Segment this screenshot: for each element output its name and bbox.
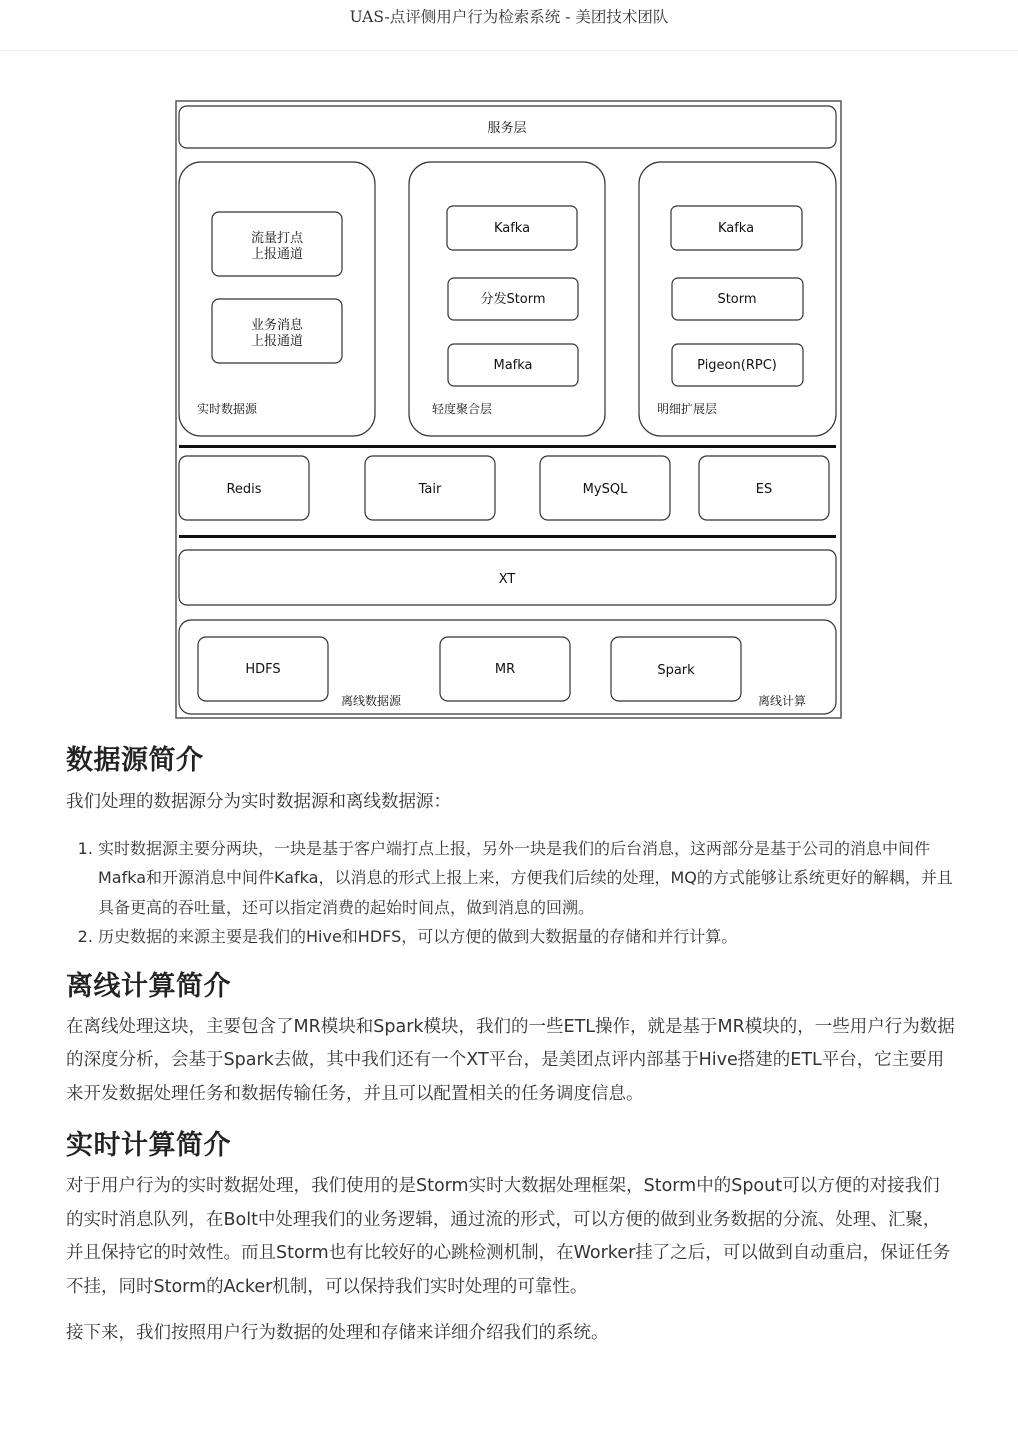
spark-label: Spark bbox=[657, 663, 695, 678]
section-paragraph: 对于用户行为的实时数据处理，我们使用的是Storm实时大数据处理框架，Storm中的Spout可以方便的对接我们的实时消息队列，在Bolt中处理我们的业务逻辑，通过流的形式，可以方便的做到业务数据的分流、处理、汇聚，并且保持它的时效性。而且Storm也有比较好的心跳检测机制，在Worker挂了之后，可以做到自动重启，保证任务不挂，同时Storm的Acker机制，可以保持我们实时处理的可靠性。 bbox=[66, 1176, 951, 1297]
separator-line bbox=[179, 535, 836, 538]
business-message-line1: 业务消息 bbox=[250, 318, 304, 333]
section-intro: 我们处理的数据源分为实时数据源和离线数据源： bbox=[66, 792, 451, 812]
mr-label: MR bbox=[494, 662, 516, 677]
section-realtime-compute bbox=[66, 1123, 956, 1351]
list-item: 2. 历史数据的来源主要是我们的Hive和HDFS，可以方便的做到大数据量的存储和并行计算。 bbox=[98, 922, 956, 952]
section-offline-compute bbox=[66, 964, 956, 1112]
light-agg-kafka-label: Kafka bbox=[493, 221, 531, 236]
offline-compute-label: 离线计算 bbox=[758, 694, 807, 708]
traffic-report-line1: 流量打点 bbox=[250, 231, 304, 246]
section-title: 离线计算简介 bbox=[66, 970, 231, 1002]
architecture-diagram bbox=[175, 100, 842, 719]
architecture-diagram-svg bbox=[175, 100, 842, 719]
xt-label: XT bbox=[498, 572, 516, 587]
traffic-report-line2: 上报通道 bbox=[250, 247, 304, 262]
mysql-label: MySQL bbox=[582, 482, 628, 497]
page-header-title: UAS-点评侧用户行为检索系统 - 美团技术团队 bbox=[349, 8, 669, 26]
redis-label: Redis bbox=[226, 482, 262, 497]
data-source-list bbox=[66, 834, 956, 952]
tair-label: Tair bbox=[418, 482, 442, 497]
section-paragraph: 在离线处理这块，主要包含了MR模块和Spark模块，我们的一些ETL操作，就是基于MR模块的，一些用户行为数据的深度分析，会基于Spark去做，其中我们还有一个XT平台，是美团点评内部基于Hive搭建的ETL平台，它主要用来开发数据处理任务和数据传输任务，并且可以配置相关的任务调度信息。 bbox=[66, 1016, 955, 1104]
light-agg-mafka-label: Mafka bbox=[493, 358, 533, 373]
section-title: 数据源简介 bbox=[66, 745, 204, 776]
page-header bbox=[0, 0, 1018, 51]
service-layer-label: 服务层 bbox=[487, 121, 527, 136]
hdfs-label: HDFS bbox=[245, 662, 281, 677]
business-message-line2: 上报通道 bbox=[250, 334, 304, 349]
list-item: 1. 实时数据源主要分两块，一块是基于客户端打点上报，另外一块是我们的后台消息，这两部分是基于公司的消息中间件Mafka和开源消息中间件Kafka，以消息的形式上报上来，方便我们后续的处理，MQ的方式能够让系统更好的解耦，并且具备更高的吞吐量，还可以指定消费的起始时间点，做到消息的回溯。 bbox=[98, 834, 956, 923]
section-data-source bbox=[66, 738, 956, 952]
closing-paragraph: 接下来，我们按照用户行为数据的处理和存储来详细介绍我们的系统。 bbox=[66, 1323, 609, 1343]
es-label: ES bbox=[755, 482, 773, 497]
light-agg-storm-label: 分发Storm bbox=[480, 292, 546, 307]
separator-line bbox=[179, 445, 836, 448]
article-body bbox=[66, 738, 956, 1351]
light-agg-label: 轻度聚合层 bbox=[432, 402, 493, 416]
section-title: 实时计算简介 bbox=[66, 1130, 231, 1161]
realtime-source-label: 实时数据源 bbox=[197, 402, 258, 416]
detail-kafka-label: Kafka bbox=[717, 221, 755, 236]
offline-source-label: 离线数据源 bbox=[341, 694, 402, 708]
detail-ext-label: 明细扩展层 bbox=[657, 402, 718, 416]
detail-pigeon-label: Pigeon(RPC) bbox=[697, 358, 777, 373]
detail-storm-label: Storm bbox=[717, 292, 757, 307]
